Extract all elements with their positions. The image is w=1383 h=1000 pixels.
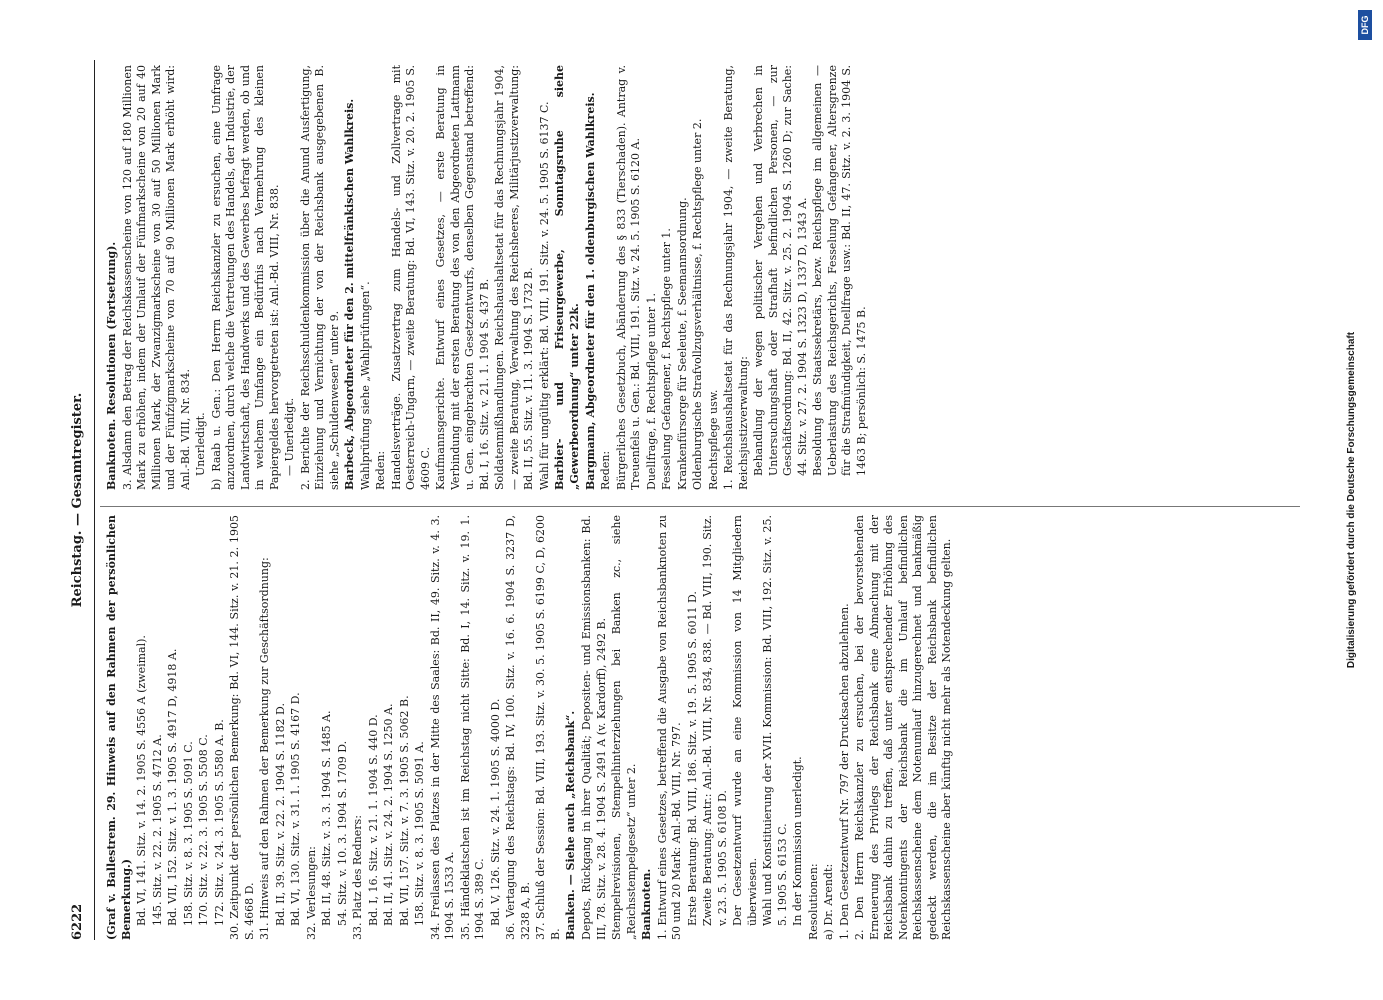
index-entry: Stempelrevisionen, Stempelhinterziehungen bei Banken zc., siehe „Reichsstempelgesetz“ unter 2. xyxy=(610,515,638,940)
index-entry: Unerledigt. xyxy=(194,412,208,476)
index-entry: 170. Sitz. v. 22. 3. 1905 S. 5508 C. xyxy=(197,734,211,926)
index-entry: Kaufmannsgerichte. Entwurf eines Gesetzes, — erste Beratung in Verbindung mit der ersten Beratung des von den Abgeordneten Lattmann u. Gen. eingebrachten Gesetzentwurfs, denselben Gegenstand betreffend: Bd. I, 16. Sitz. v. 21. 1. 1904 S. 437 B. xyxy=(434,65,491,490)
index-entry: Der Gesetzentwurf wurde an eine Kommission von 14 Mitgliedern überwiesen. xyxy=(731,515,759,926)
index-entry: Bd. VI, 141. Sitz. v. 14. 2. 1905 S. 4556 A (zweimal). xyxy=(135,635,149,926)
page-header xyxy=(70,60,94,940)
index-entry: Duellfrage, f. Rechtspflege unter 1. xyxy=(644,293,658,490)
index-entry: 145. Sitz. v. 22. 2. 1905 S. 4712 A. xyxy=(150,734,164,926)
index-entry: Bürgerliches Gesetzbuch, Abänderung des § 833 (Tierschaden). Antrag v. Treuenfels u. Gen.: Bd. VIII, 191. Sitz. v. 24. 5. 1905 S. 6120 A. xyxy=(614,65,643,490)
column-divider xyxy=(100,506,1300,507)
index-entry: — Unerledigt. xyxy=(283,397,297,476)
right-column xyxy=(105,65,1305,490)
index-entry: 1. Reichshaushaltsetat für das Rechnungsjahr 1904, — zweite Beratung, Reichsjustizverwaltung: xyxy=(722,65,750,490)
index-entry: Bargmann, Abgeordneter für den 1. oldenburgischen Wahlkreis. xyxy=(583,92,597,490)
index-entry: Bd. V, 126. Sitz. v. 24. 1. 1905 S. 4000 D. xyxy=(488,698,502,926)
index-entry: 30. Zeitpunkt der persönlichen Bemerkung: Bd. VI, 144. Sitz. v. 21. 2. 1905 S. 4668 D. xyxy=(228,515,256,940)
index-entry: Banken. — Siehe auch „Reichsbank“. xyxy=(564,710,578,940)
index-entry: Depots, Rückgang in ihrer Qualität; Depositen- und Emissionsbanken: Bd. III, 78. Sitz. v. 28. 4. 1904 S. 2491 A (v. Kardorff), 2492 B. xyxy=(579,515,608,940)
index-entry: Oldenburgische Strafvollzugsverhältnisse, f. Rechtspflege unter 2. xyxy=(691,118,705,490)
index-entry: Fesselung Gefangener, f. Rechtspflege unter 1. xyxy=(660,228,674,490)
index-entry: Reden: xyxy=(374,450,388,490)
index-entry: 1. Den Gesetzentwurf Nr. 797 der Drucksachen abzulehnen. xyxy=(837,603,851,940)
index-entry: Besoldung des Staatssekretärs, bezw. Reichspflege im allgemeinen — Ueberlastung des Reichsgerichts, Fesselung Gefangener, Altersgrenze für die Strafmündigkeit, Duellfrage usw.: Bd. II, 47. Sitz. v. 2. 3. 1904 S. 1463 B; persönlich: S. 1475 B. xyxy=(811,65,868,476)
index-entry: 35. Händeklatschen ist im Reichstag nicht Sitte: Bd. I, 14. Sitz. v. 19. 1. 1904 S. 389 C. xyxy=(458,515,487,940)
index-entry: b) Raab u. Gen.: Den Herrn Reichskanzler zu ersuchen, eine Umfrage anzuordnen, durch welche die Vertretungen des Handels, der Industrie, der Landwirtschaft, des Handwerks und des Gewerbes befragt werden, ob und in welchem Umfange ein Bedürfnis nach Vermehrung des kleinen Papiergeldes hervorgetreten ist: Anl.-Bd. VIII, Nr. 838. xyxy=(209,65,281,490)
index-entry: Wahlprüfung siehe „Wahlprüfungen“. xyxy=(358,281,372,490)
index-entry: 3. Alsdann den Betrag der Reichskassenscheine von 120 auf 180 Millionen Mark zu erhöhen, indem der Umlauf der Fünfmarkscheine von 20 auf 40 Millionen Mark, der Zwanzigmarkscheine von 30 auf 50 Millionen Mark und der Fünfzigmarkscheine von 70 auf 90 Millionen Mark erhöht wird: Anl.-Bd. VIII, Nr. 834. xyxy=(120,65,192,490)
index-entry: Bd. VII, 157. Sitz. v. 7. 3. 1905 S. 5062 B. xyxy=(397,695,411,926)
index-entry: 32. Verlesungen: xyxy=(304,846,318,940)
index-entry: Resolutionen: xyxy=(806,863,820,940)
index-entry: 158. Sitz. v. 8. 3. 1905 S. 5091 C. xyxy=(181,741,195,926)
index-entry: 1. Entwurf eines Gesetzes, betreffend die Ausgabe von Reichsbanknoten zu 50 und 20 Mark: Anl.-Bd. VIII, Nr. 797. xyxy=(655,515,684,940)
index-entry: 37. Schluß der Session: Bd. VIII, 193. Sitz. v. 30. 5. 1905 S. 6199 C, D, 6200 B. xyxy=(534,515,562,940)
index-entry: 36. Vertagung des Reichstags: Bd. IV, 100. Sitz. v. 16. 6. 1904 S. 3237 D, 3238 A, B. xyxy=(504,515,532,940)
index-entry: a) Dr. Arendt: xyxy=(822,863,836,940)
dfg-logo: DFG xyxy=(1358,10,1372,40)
index-entry: Erste Beratung: Bd. VIII, 186. Sitz. v. 19. 5. 1905 S. 6011 D. xyxy=(685,591,699,926)
index-entry: Bd. VI, 130. Sitz. v. 31. 1. 1905 S. 4167 D. xyxy=(289,692,303,926)
index-entry: Wahl und Konstituierung der XVII. Kommission: Bd. VIII, 192. Sitz. v. 25. 5. 1905 S. 6153 C. xyxy=(761,515,789,926)
index-entry: Behandlung der wegen politischer Vergehen und Verbrechen in Untersuchungshaft oder Strafhaft befindlichen Personen, — zur Geschäftsordnung: Bd. II, 42. Sitz. v. 25. 2. 1904 S. 1260 D; zur Sache: 44. Sitz. v. 27. 2. 1904 S. 1323 D, 1337 D, 1343 A. xyxy=(752,65,809,476)
index-entry: Barbier- und Friseurgewerbe, Sonntagsruhe siehe „Gewerbeordnung“ unter 22k. xyxy=(553,65,581,490)
index-entry: Krankenfürsorge für Seeleute, f. Seemannsordnung. xyxy=(675,197,689,490)
page-number: 6222 xyxy=(70,903,85,940)
index-entry: In der Kommission unerledigt. xyxy=(791,756,805,926)
index-entry: 34. Freilassen des Platzes in der Mitte des Saales: Bd. II, 49. Sitz. v. 4. 3. 1904 S. 1533 A. xyxy=(428,515,457,940)
index-entry: Bd. II, 48. Sitz. v. 3. 3. 1904 S. 1485 A. xyxy=(320,710,334,926)
index-entry: Bd. II, 39. Sitz. v. 22. 2. 1904 S. 1182 D. xyxy=(273,703,287,926)
index-entry: Wahl für ungültig erklärt: Bd. VIII, 191. Sitz. v. 24. 5. 1905 S. 6137 C. xyxy=(537,101,551,490)
index-entry: 158. Sitz. v. 8. 3. 1905 S. 5091 A. xyxy=(413,741,427,926)
index-entry: Banknoten. Resolutionen (Fortsetzung). xyxy=(105,241,118,490)
index-entry: Handelsverträge. Zusatzvertrag zum Handels- und Zollvertrage mit Oesterreich-Ungarn, — zweite Beratung: Bd. VI, 143. Sitz. v. 20. 2. 1905 S. 4609 C. xyxy=(389,65,432,490)
left-column xyxy=(105,515,1305,940)
index-entry: 54. Sitz. v. 10. 3. 1904 S. 1709 D. xyxy=(335,740,349,926)
index-entry: Reden: xyxy=(599,450,613,490)
index-entry: 2. Den Herrn Reichskanzler zu ersuchen, bei der bevorstehenden Erneuerung des Privilegs der Reichsbank eine Abmachung mit der Reichsbank dahin zu treffen, daß unter entsprechender Erhöhung des Notenkontingents der Reichsbank die im Umlauf befindlichen Reichskassenscheine dem Notenumlauf hinzugerechnet und bankmäßig gedeckt werden, die im Besitze der Reichsbank befindlichen Reichskassenscheine aber künftig nicht mehr als Notendeckung gelten. xyxy=(853,515,954,940)
index-entry: Bd. II, 41. Sitz. v. 24. 2. 1904 S. 1250 A. xyxy=(382,703,396,926)
index-entry: Rechtspflege usw. xyxy=(706,389,720,490)
index-entry: Banknoten. xyxy=(640,868,654,940)
digitization-note: Digitalisierung gefördert durch die Deutsche Forschungsgemeinschaft xyxy=(1346,331,1357,669)
index-entry: Zweite Beratung: Antr.: Anl.-Bd. VIII, Nr. 834, 838. — Bd. VIII, 190. Sitz. v. 23. 5. 1905 S. 6108 D. xyxy=(701,515,729,926)
index-entry: (Graf v. Ballestrem. 29. Hinweis auf den Rahmen der persönlichen Bemerkung.) xyxy=(105,515,133,940)
index-entry: 172. Sitz. v. 24. 3. 1905 S. 5580 A. B. xyxy=(212,719,226,926)
index-entry: Soldatenmißhandlungen. Reichshaushaltsetat für das Rechnungsjahr 1904, — zweite Beratung, Verwaltung des Reichsheeres, Militärjustizverwaltung: Bd. II, 55. Sitz. v. 11. 3. 1904 S. 1732 B. xyxy=(493,65,536,490)
index-entry: 33. Platz des Redners: xyxy=(351,815,365,940)
index-entry: 2. Berichte der Reichsschuldenkommission über die Anund Ausfertigung, Einziehung und Vernichtung der von der Reichsbank ausgegebenen B. siehe „Schuldenwesen“ unter 9. xyxy=(298,65,341,490)
index-entry: Bd. I, 16. Sitz. v. 21. 1. 1904 S. 440 D. xyxy=(366,714,380,926)
index-entry: 31. Hinweis auf den Rahmen der Bemerkung zur Geschäftsordnung: xyxy=(258,557,272,940)
index-entry: Bd. VII, 152. Sitz. v. 1. 3. 1905 S. 4917 D, 4918 A. xyxy=(166,648,180,926)
header-rule xyxy=(94,60,95,940)
running-title: Reichstag. — Gesamtregister. xyxy=(70,392,85,608)
index-entry: Barbeck, Abgeordneter für den 2. mittelfränkischen Wahlkreis. xyxy=(343,98,357,490)
